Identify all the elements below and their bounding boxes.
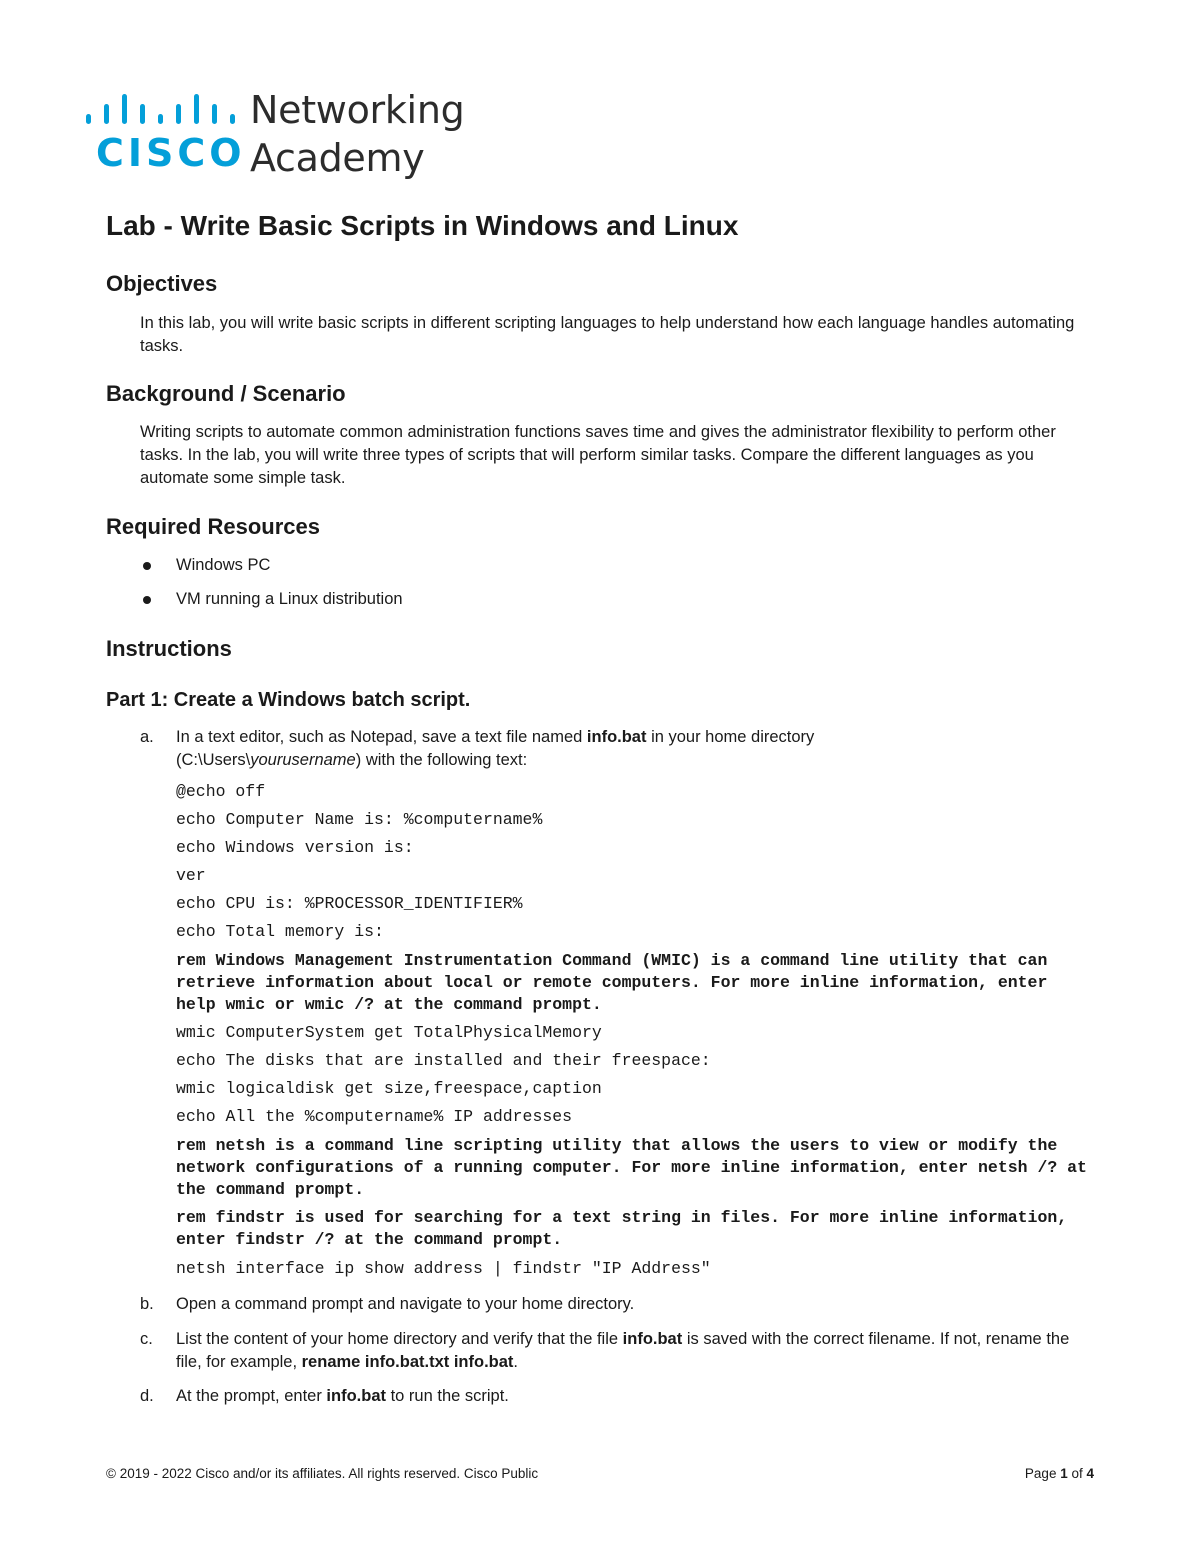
footer-page-number bbox=[1025, 1466, 1094, 1481]
bullet-icon bbox=[143, 562, 151, 570]
bullet-icon bbox=[143, 596, 151, 604]
step-text: At the prompt, enter bbox=[176, 1387, 327, 1405]
username-italic: yourusername bbox=[250, 751, 356, 769]
step-letter: a. bbox=[140, 728, 154, 746]
logo-line-academy: Academy bbox=[250, 136, 425, 180]
part1-heading: Part 1: Create a Windows batch script. bbox=[106, 689, 471, 711]
footer-copyright: © 2019 - 2022 Cisco and/or its affiliates. All rights reserved. Cisco Public bbox=[106, 1466, 539, 1481]
code-line: ver bbox=[176, 866, 206, 885]
step-text: is saved with the correct filename. If not, rename the file, for example, bbox=[176, 1330, 1070, 1371]
filename-bold: info.bat bbox=[586, 728, 647, 746]
step-letter: d. bbox=[140, 1387, 154, 1405]
command-bold: rename info.bat.txt info.bat bbox=[301, 1353, 514, 1371]
step-text: in your home directory (C:\Users\ bbox=[176, 728, 815, 769]
code-line: @echo off bbox=[176, 782, 266, 801]
code-line: echo All the %computername% IP addresses bbox=[176, 1107, 573, 1126]
code-line: wmic logicaldisk get size,freespace,caption bbox=[176, 1079, 602, 1098]
background-heading: Background / Scenario bbox=[106, 381, 346, 406]
step-text: . bbox=[513, 1353, 518, 1371]
code-line: echo The disks that are installed and their freespace: bbox=[176, 1051, 711, 1070]
code-comment: rem findstr is used for searching for a text string in files. For more inline information, enter findstr /? at the command prompt. bbox=[176, 1208, 1078, 1249]
code-line: echo Total memory is: bbox=[176, 922, 384, 941]
logo-line-networking: Networking bbox=[250, 88, 465, 132]
page-label: Page bbox=[1024, 1466, 1061, 1481]
step-b bbox=[140, 1293, 1090, 1316]
step-letter: b. bbox=[140, 1295, 154, 1313]
step-text: ) with the following text: bbox=[355, 751, 528, 769]
step-text: to run the script. bbox=[386, 1387, 509, 1405]
code-comment: rem Windows Management Instrumentation Command (WMIC) is a command line utility that can retrieve information about local or remote computers. For more inline information, enter help wmic or wmic /? at the command prompt. bbox=[176, 951, 1058, 1014]
logo-wordmark bbox=[250, 86, 464, 182]
page-of: of bbox=[1067, 1466, 1087, 1481]
filename-bold: info.bat bbox=[326, 1387, 386, 1405]
step-text: Open a command prompt and navigate to your home directory. bbox=[176, 1295, 635, 1313]
objectives-heading: Objectives bbox=[106, 271, 218, 296]
instructions-heading: Instructions bbox=[106, 636, 232, 661]
step-text: In a text editor, such as Notepad, save a text file named bbox=[176, 728, 587, 746]
step-text: List the content of your home directory and verify that the file bbox=[176, 1330, 623, 1348]
step-d bbox=[140, 1385, 1090, 1408]
code-line: echo Computer Name is: %computername% bbox=[176, 810, 543, 829]
page-current: 1 bbox=[1060, 1466, 1068, 1481]
step-letter: c. bbox=[140, 1330, 153, 1348]
resource-item-text: Windows PC bbox=[176, 556, 271, 574]
objectives-text: In this lab, you will write basic scripts in different scripting languages to help understand how each language handles automating tasks. bbox=[140, 314, 1075, 355]
filename-bold: info.bat bbox=[622, 1330, 683, 1348]
code-comment: rem netsh is a command line scripting utility that allows the users to view or modify the network configurations of a running computer. For more inline information, enter netsh /? at the command prompt. bbox=[176, 1136, 1097, 1199]
page-total: 4 bbox=[1086, 1466, 1094, 1481]
code-line: echo Windows version is: bbox=[176, 838, 414, 857]
code-line: netsh interface ip show address | findstr "IP Address" bbox=[176, 1259, 711, 1278]
code-line: echo CPU is: %PROCESSOR_IDENTIFIER% bbox=[176, 894, 523, 913]
step-a bbox=[140, 726, 1090, 772]
page-title: Lab - Write Basic Scripts in Windows and Linux bbox=[106, 210, 739, 241]
step-c bbox=[140, 1328, 1090, 1374]
cisco-brand-text: CISCO bbox=[96, 131, 246, 175]
background-text: Writing scripts to automate common administration functions saves time and gives the administrator flexibility to perform other tasks. In the lab, you will write three types of scripts that will perform similar tasks. Compare the different languages as you automate some simple task. bbox=[140, 423, 1056, 487]
resource-item-text: VM running a Linux distribution bbox=[176, 590, 403, 608]
resources-heading: Required Resources bbox=[106, 514, 320, 539]
code-line: wmic ComputerSystem get TotalPhysicalMemory bbox=[176, 1023, 602, 1042]
